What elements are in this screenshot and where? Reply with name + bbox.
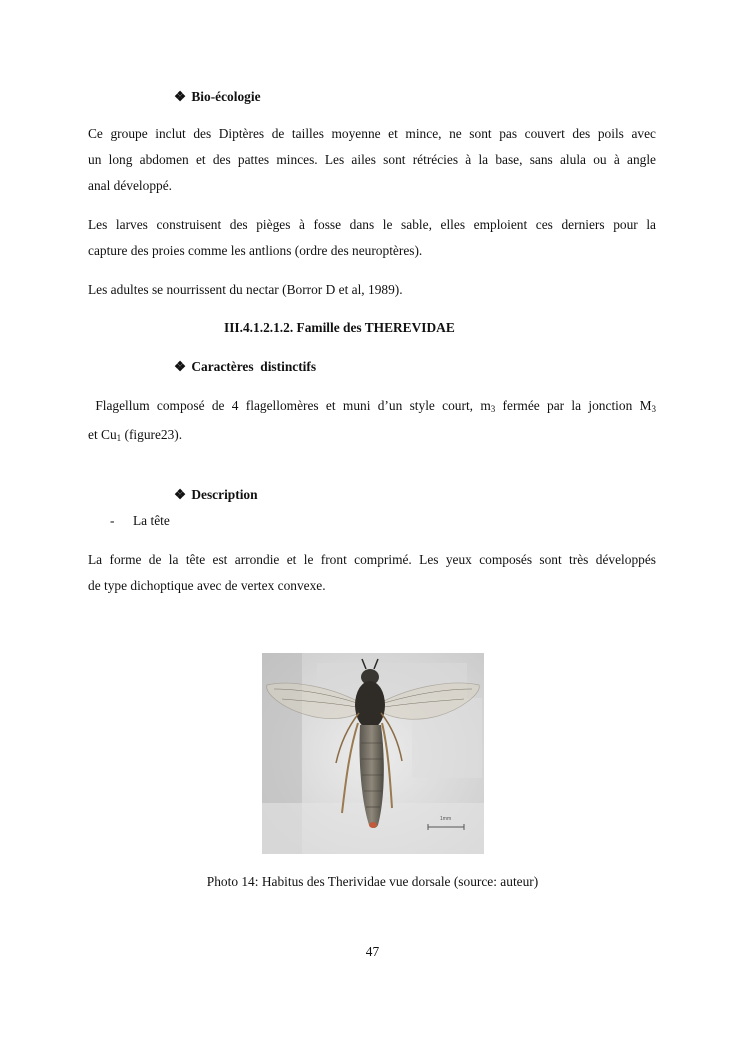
text-line: Ce groupe inclut des Diptères de tailles moyenne et mince, ne sont pas couvert des poils avec [88, 126, 656, 141]
family-title: III.4.1.2.1.2. Famille des THEREVIDAE [224, 320, 455, 335]
heading-bio-ecologie [174, 89, 261, 105]
insect-photo [262, 653, 484, 854]
list-item-tete [110, 513, 170, 529]
photo-caption: Photo 14: Habitus des Therividae vue dorsale (source: auteur) [206, 874, 539, 889]
heading-description [174, 487, 258, 503]
diamond-bullet-icon: ❖ [174, 89, 187, 104]
heading-text: Bio-écologie [191, 89, 261, 104]
dash-marker: - [110, 513, 115, 528]
paragraph-bio-2 [88, 212, 656, 264]
text-line: un long abdomen et des pattes minces. Les ailes sont rétrécies à la base, sans alula ou à angle [88, 152, 656, 167]
text-line: Flagellum composé de 4 flagellomères et muni d’un style court, $m_3$ fermée par la jonction $M_3$ [88, 398, 656, 414]
text-line: Les adultes se nourrissent du nectar (Borror D et al, 1989). [88, 282, 403, 297]
text-line: capture des proies comme les antlions (ordre des neuroptères). [88, 243, 423, 258]
paragraph-bio-1 [88, 121, 656, 199]
heading-text: Caractères distinctifs [191, 359, 317, 374]
therevidae-specimen-image [262, 653, 484, 854]
diamond-bullet-icon: ❖ [174, 359, 187, 374]
text-line: de type dichoptique avec de vertex convexe. [88, 578, 326, 593]
text-line: La forme de la tête est arrondie et le front comprimé. Les yeux composés sont très développés [88, 552, 656, 567]
paragraph-description [88, 547, 656, 599]
text-line: et $Cu_1$ (figure23). [88, 427, 183, 443]
heading-caracteres [174, 359, 316, 375]
heading-text: Description [191, 487, 258, 502]
diamond-bullet-icon: ❖ [174, 487, 187, 502]
text-line: anal développé. [88, 178, 173, 193]
text-line: Les larves construisent des pièges à fosse dans le sable, elles emploient ces derniers pour la [88, 217, 656, 232]
paragraph-bio-3 [88, 277, 656, 303]
scale-bar-label: 1mm [440, 816, 452, 822]
paragraph-caracteres [88, 393, 656, 451]
list-item-text: La tête [133, 513, 170, 528]
page-number: 47 [365, 944, 380, 959]
